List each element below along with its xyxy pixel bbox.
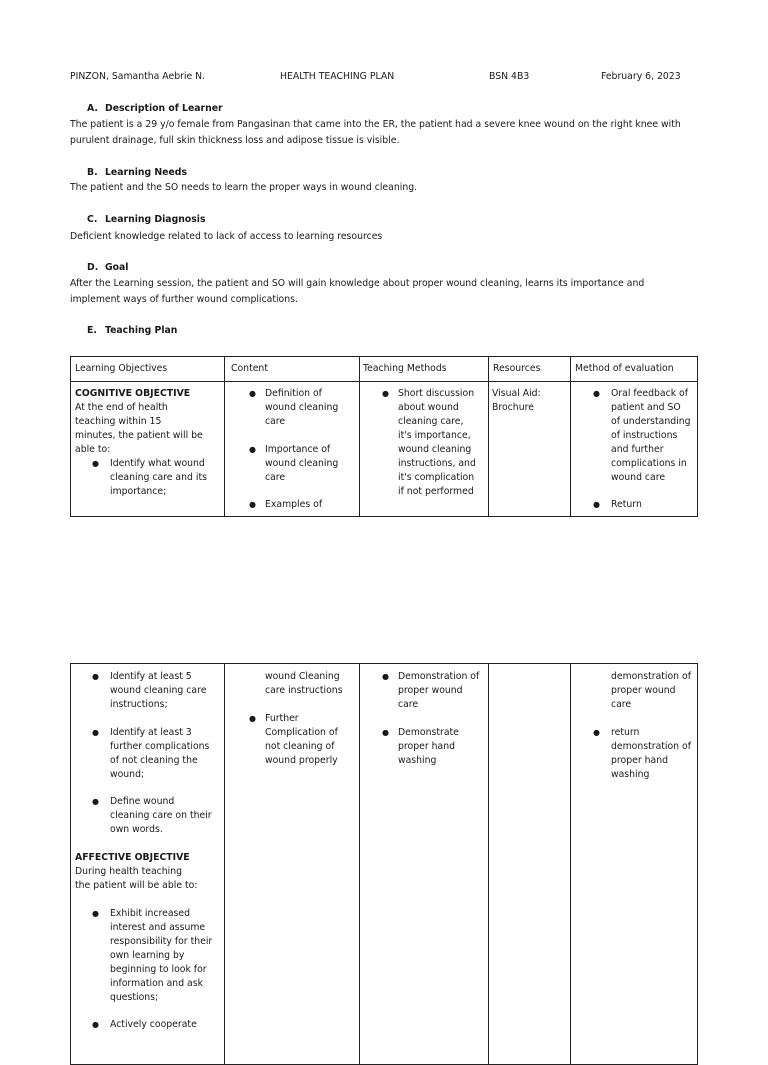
bullet-text: Definition of [265,388,322,399]
objective-text: minutes, the patient will be [75,430,203,441]
bullet-icon: ● [92,909,99,918]
paragraph-line: The patient is a 29 y/o female from Pangasinan that came into the ER, the patient had a severe knee wound on the right knee with [70,119,681,130]
bullet-text: about wound [398,402,459,413]
bullet-text: if not performed [398,486,474,497]
bullet-text: complications in [611,458,687,469]
bullet-text: beginning to look for [110,964,207,975]
column-header: Content [231,363,268,374]
content-cell [225,664,360,1065]
objective-text: teaching within 15 [75,416,162,427]
bullet-text: wound cleaning [265,458,339,469]
section-heading-a [87,103,223,114]
student-name: PINZON, Samantha Aebrie N. [70,71,206,82]
objective-heading: COGNITIVE OBJECTIVE [75,388,191,399]
column-header: Resources [493,363,541,374]
section-letter: B. [87,167,98,178]
document-date: February 6, 2023 [601,71,681,82]
resource-text: Visual Aid: [492,388,541,399]
bullet-text: wound Cleaning [265,671,340,682]
section-heading-e [87,325,177,336]
objective-text: At the end of health [75,402,168,413]
methods-cell [360,382,489,517]
section-title: Learning Diagnosis [105,214,206,225]
bullet-text: wound properly [265,755,338,766]
objectives-cell [71,382,225,517]
bullet-text: wound care [611,472,666,483]
bullet-icon: ● [249,500,256,509]
bullet-icon: ● [92,672,99,681]
section-title: Learning Needs [105,167,187,178]
bullet-text: importance; [110,486,167,497]
objective-text: the patient will be able to: [75,880,198,891]
paragraph-line: implement ways of further wound complications. [70,294,298,305]
section-body-c [70,229,700,245]
objective-text: During health teaching [75,866,183,877]
bullet-text: of not cleaning the [110,755,198,766]
section-title: Goal [105,262,129,273]
section-title: Description of Learner [105,103,223,114]
bullet-text: care [611,699,632,710]
bullet-text: proper hand [611,755,668,766]
bullet-text: proper wound [611,685,676,696]
bullet-text: of instructions [611,430,678,441]
bullet-text: it's complication [398,472,475,483]
bullet-icon: ● [249,445,256,454]
bullet-icon: ● [92,459,99,468]
bullet-icon: ● [593,500,600,509]
bullet-text: Short discussion [398,388,475,399]
bullet-text: Importance of [265,444,331,455]
bullet-text: own learning by [110,950,185,961]
bullet-icon: ● [593,728,600,737]
bullet-text: Exhibit increased [110,908,191,919]
column-header: Learning Objectives [75,363,168,374]
bullet-text: patient and SO [611,402,681,413]
section-heading-b [87,167,187,178]
column-header: Method of evaluation [575,363,674,374]
bullet-text: washing [398,755,437,766]
bullet-text: of understanding [611,416,691,427]
bullet-text: instructions; [110,699,168,710]
bullet-text: Actively cooperate [110,1019,197,1030]
evaluation-cell [571,664,698,1065]
bullet-text: proper hand [398,741,455,752]
bullet-icon: ● [382,672,389,681]
teaching-plan-table-page1 [70,356,698,517]
bullet-text: not cleaning of [265,741,335,752]
bullet-icon: ● [382,728,389,737]
bullet-icon: ● [92,797,99,806]
bullet-text: care [398,699,419,710]
column-header: Teaching Methods [363,363,447,374]
bullet-text: return [611,727,640,738]
document-title: HEALTH TEACHING PLAN [280,71,395,82]
teaching-plan-table-page2 [70,663,698,1065]
paragraph-line: Deficient knowledge related to lack of access to learning resources [70,231,383,242]
bullet-text: Define wound [110,796,175,807]
resources-cell [489,382,571,517]
section-heading-d [87,262,128,273]
bullet-text: wound cleaning [398,444,472,455]
bullet-text: care [265,472,286,483]
bullet-text: care [265,416,286,427]
paragraph-line: The patient and the SO needs to learn the proper ways in wound cleaning. [70,182,418,193]
table-row [71,664,698,1065]
bullet-text: cleaning care on their [110,810,212,821]
objective-heading: AFFECTIVE OBJECTIVE [75,852,190,863]
bullet-icon: ● [249,389,256,398]
bullet-text: care instructions [265,685,343,696]
bullet-text: Oral feedback of [611,388,688,399]
bullet-icon: ● [593,389,600,398]
bullet-icon: ● [92,728,99,737]
page2-viewport [0,663,768,1030]
bullet-text: Complication of [265,727,338,738]
objectives-cell [71,664,225,1065]
bullet-text: instructions, and [398,458,476,469]
resources-cell [489,664,571,1065]
section-letter: C. [87,214,98,225]
class-section: BSN 4B3 [489,71,530,82]
bullet-text: demonstration of [611,671,691,682]
section-heading-c [87,214,206,225]
section-letter: E. [87,325,97,336]
bullet-icon: ● [249,714,256,723]
bullet-text: wound cleaning [265,402,339,413]
objective-text: able to: [75,444,111,455]
section-body-d [70,276,700,308]
bullet-text: Return [611,499,642,510]
table-header-row [71,357,698,382]
bullet-text: information and ask [110,978,203,989]
bullet-text: cleaning care, [398,416,464,427]
bullet-text: wound cleaning care [110,685,207,696]
bullet-text: own words. [110,824,163,835]
bullet-text: proper wound [398,685,463,696]
bullet-icon: ● [92,1020,99,1029]
section-letter: A. [87,103,98,114]
section-title: Teaching Plan [105,325,178,336]
methods-cell [360,664,489,1065]
bullet-text: Examples of [265,499,323,510]
bullet-text: wound; [110,769,145,780]
section-letter: D. [87,262,99,273]
bullet-text: further complications [110,741,210,752]
section-body-a [70,117,700,149]
bullet-text: Further [265,713,299,724]
evaluation-cell [571,382,698,517]
section-body-b [70,180,700,196]
bullet-text: demonstration of [611,741,691,752]
paragraph-line: After the Learning session, the patient and SO will gain knowledge about proper wound cleaning, learns its importance and [70,278,645,289]
bullet-text: cleaning care and its [110,472,207,483]
bullet-text: responsibility for their [110,936,213,947]
bullet-text: Demonstration of [398,671,480,682]
bullet-text: interest and assume [110,922,206,933]
bullet-text: Identify at least 5 [110,671,192,682]
bullet-text: and further [611,444,664,455]
table-row [71,382,698,517]
bullet-text: washing [611,769,650,780]
bullet-text: Identify what wound [110,458,205,469]
bullet-text: Demonstrate [398,727,459,738]
content-cell [225,382,360,517]
bullet-text: it's importance, [398,430,471,441]
bullet-text: questions; [110,992,159,1003]
bullet-text: Identify at least 3 [110,727,192,738]
paragraph-line: purulent drainage, full skin thickness loss and adipose tissue is visible. [70,135,400,146]
resource-text: Brochure [492,402,534,413]
bullet-icon: ● [382,389,389,398]
